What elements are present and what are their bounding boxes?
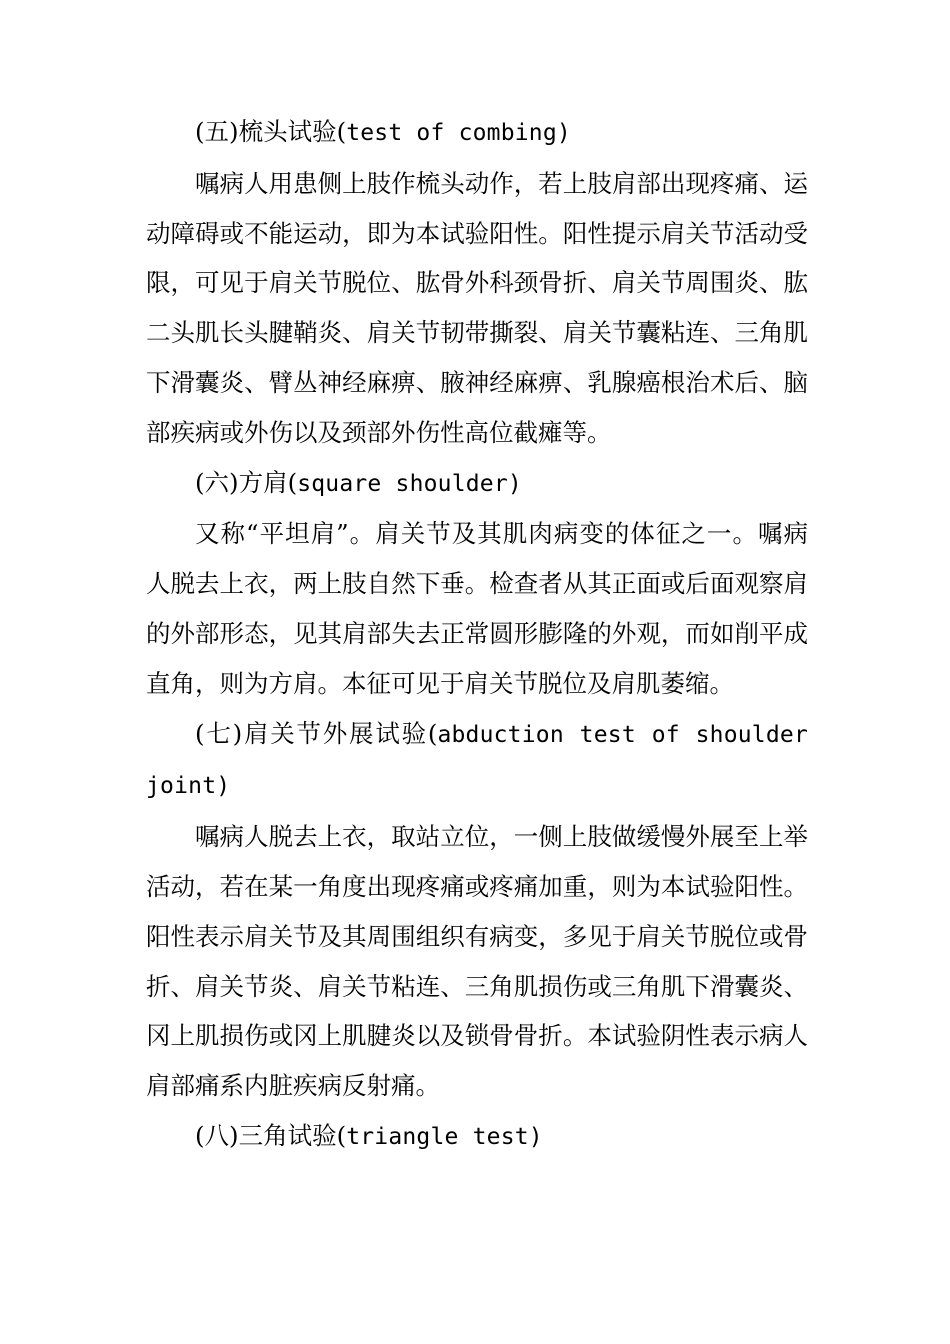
section-heading-triangle-test [146,1111,808,1163]
section-heading-square-shoulder [146,458,808,510]
section-paragraph-abduction-test: 嘱病人脱去上衣，取站立位，一侧上肢做缓慢外展至上举活动，若在某一角度出现疼痛或疼痛加重，则为本试验阳性。阳性表示肩关节及其周围组织有病变，多见于肩关节脱位或骨折、肩关节炎、肩关节粘连、三角肌损伤或三角肌下滑囊炎、冈上肌损伤或冈上肌腱炎以及锁骨骨折。本试验阴性表示病人肩部痛系内脏疾病反射痛。 [146,822,808,1101]
section-paragraph-combing-test: 嘱病人用患侧上肢作梳头动作，若上肢肩部出现疼痛、运动障碍或不能运动，即为本试验阳性。阳性提示肩关节活动受限，可见于肩关节脱位、肱骨外科颈骨折、肩关节周围炎、肱二头肌长头腱鞘炎、肩关节韧带撕裂、肩关节囊粘连、三角肌下滑囊炎、臂丛神经麻痹、腋神经麻痹、乳腺癌根治术后、脑部疾病或外伤以及颈部外伤性高位截瘫等。 [146,168,808,447]
heading-en-text: abduction test of shoulder joint) [146,721,808,800]
heading-en-text: test of combing) [346,120,571,146]
heading-en-text: triangle test) [346,1123,543,1150]
heading-cn-text: (七)肩关节外展试验( [195,718,438,748]
heading-cn-text: (六)方肩( [195,467,298,497]
section-heading-abduction-test [146,709,808,813]
heading-cn-text: (五)梳头试验( [195,117,347,146]
section-paragraph-square-shoulder: 又称“平坦肩”。肩关节及其肌肉病变的体征之一。嘱病人脱去上衣，两上肢自然下垂。检查者从其正面或后面观察肩的外部形态，见其肩部失去正常圆形膨隆的外观，而如削平成直角，则为方肩。本征可见于肩关节脱位及肩肌萎缩。 [146,519,808,698]
document-body [146,107,808,1163]
heading-cn-text: (八)三角试验( [195,1120,347,1150]
heading-en-text: square shoulder) [297,470,522,497]
section-heading-combing-test [146,107,808,159]
